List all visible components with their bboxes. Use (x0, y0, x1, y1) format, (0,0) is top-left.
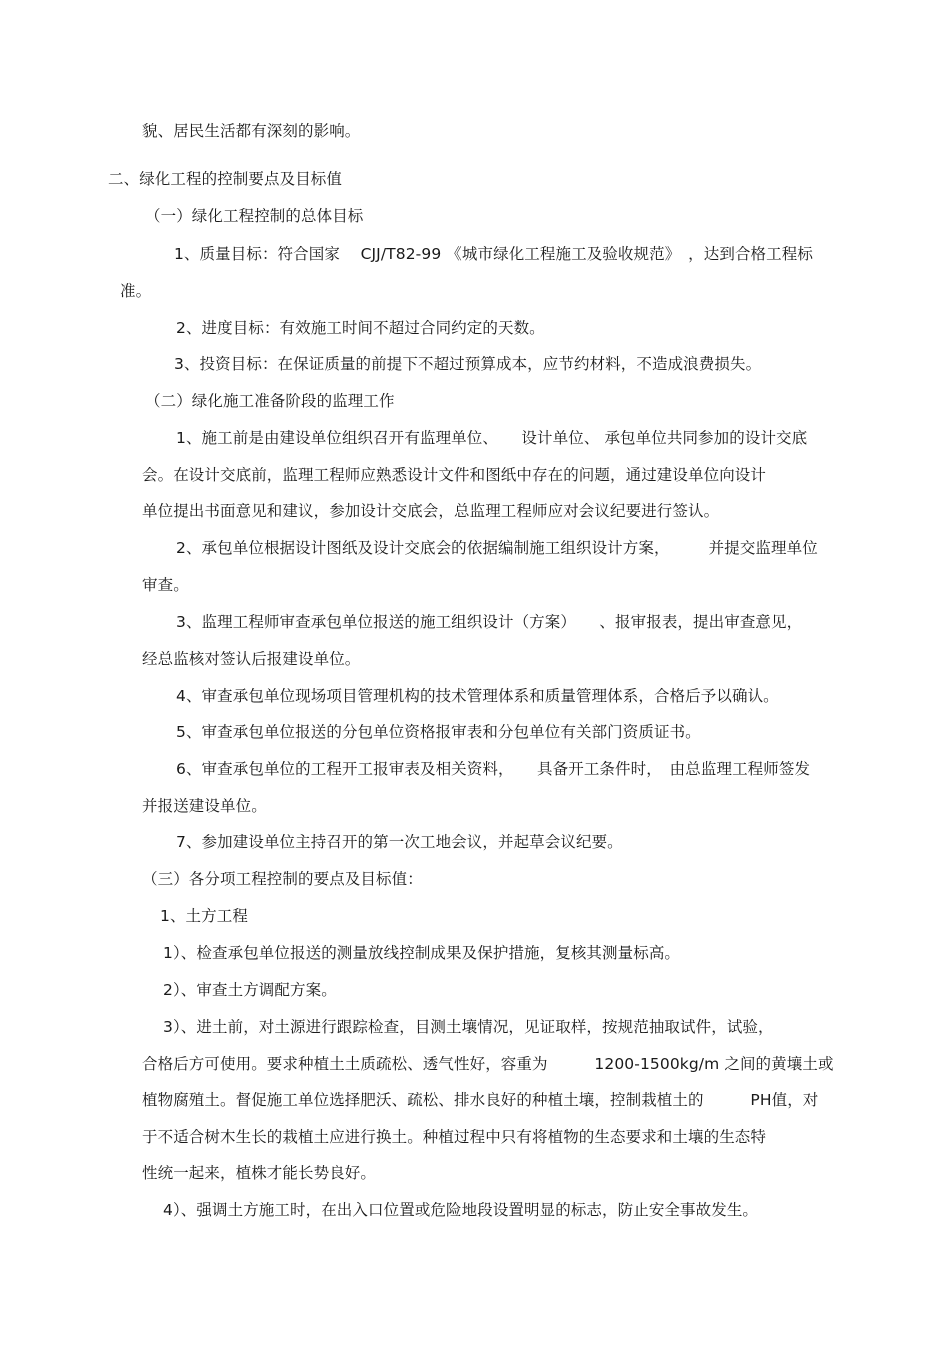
text-line: 合格后方可使用。要求种植土土质疏松、透气性好，容重为 1200-1500kg/m 之间的黄壤土或 (142, 1055, 834, 1073)
text-line: 6、审查承包单位的工程开工报审表及相关资料， 具备开工条件时， 由总监理工程师签发 (176, 760, 811, 778)
text-line: 1、质量目标：符合国家 CJJ/T82-99 《城市绿化工程施工及验收规范》 ，达到合格工程标 (174, 245, 813, 263)
text-line: 3、监理工程师审查承包单位报送的施工组织设计（方案） 、报审报表，提出审查意见， (176, 613, 803, 631)
text-line: 准。 (120, 282, 152, 300)
text-line: 植物腐殖土。督促施工单位选择肥沃、疏松、排水良好的种植土壤，控制栽植土的 PH值，对 (142, 1091, 819, 1109)
text-line: 4、审查承包单位现场项目管理机构的技术管理体系和质量管理体系，合格后予以确认。 (176, 687, 779, 705)
text-line: 3）、进土前，对土源进行跟踪检查，目测土壤情况，见证取样，按规范抽取试件，试验， (163, 1018, 774, 1036)
text-line: 1、施工前是由建设单位组织召开有监理单位、 设计单位、 承包单位共同参加的设计交底 (176, 429, 808, 447)
subsection-heading: （三）各分项工程控制的要点及目标值： (142, 870, 423, 888)
text-line: 2、承包单位根据设计图纸及设计交底会的依据编制施工组织设计方案， 并提交监理单位 (176, 539, 818, 557)
text-line: 于不适合树木生长的栽植土应进行换土。种植过程中只有将植物的生态要求和土壤的生态特 (142, 1128, 767, 1146)
subsection-heading: （二）绿化施工准备阶段的监理工作 (145, 392, 395, 410)
text-line: 5、审查承包单位报送的分包单位资格报审表和分包单位有关部门资质证书。 (176, 723, 701, 741)
text-line: 会。在设计交底前，监理工程师应熟悉设计文件和图纸中存在的问题，通过建设单位向设计 (142, 466, 767, 484)
text-line: 1、土方工程 (160, 907, 248, 925)
subsection-heading: （一）绿化工程控制的总体目标 (145, 207, 364, 225)
text-line: 经总监核对签认后报建设单位。 (142, 650, 361, 668)
text-line: 1）、检查承包单位报送的测量放线控制成果及保护措施，复核其测量标高。 (163, 944, 681, 962)
text-line: 貌、居民生活都有深刻的影响。 (142, 122, 361, 140)
text-line: 4）、强调土方施工时，在出入口位置或危险地段设置明显的标志，防止安全事故发生。 (163, 1201, 759, 1219)
section-heading: 二、绿化工程的控制要点及目标值 (108, 170, 343, 188)
text-line: 性统一起来，植株才能长势良好。 (142, 1164, 377, 1182)
text-line: 单位提出书面意见和建议，参加设计交底会，总监理工程师应对会议纪要进行签认。 (142, 502, 720, 520)
text-line: 7、参加建设单位主持召开的第一次工地会议，并起草会议纪要。 (176, 833, 623, 851)
text-line: 并报送建设单位。 (142, 797, 267, 815)
text-line: 3、投资目标：在保证质量的前提下不超过预算成本，应节约材料，不造成浪费损失。 (174, 355, 762, 373)
text-line: 2）、审查土方调配方案。 (163, 981, 337, 999)
text-line: 审查。 (142, 576, 189, 594)
text-line: 2、进度目标：有效施工时间不超过合同约定的天数。 (176, 319, 545, 337)
